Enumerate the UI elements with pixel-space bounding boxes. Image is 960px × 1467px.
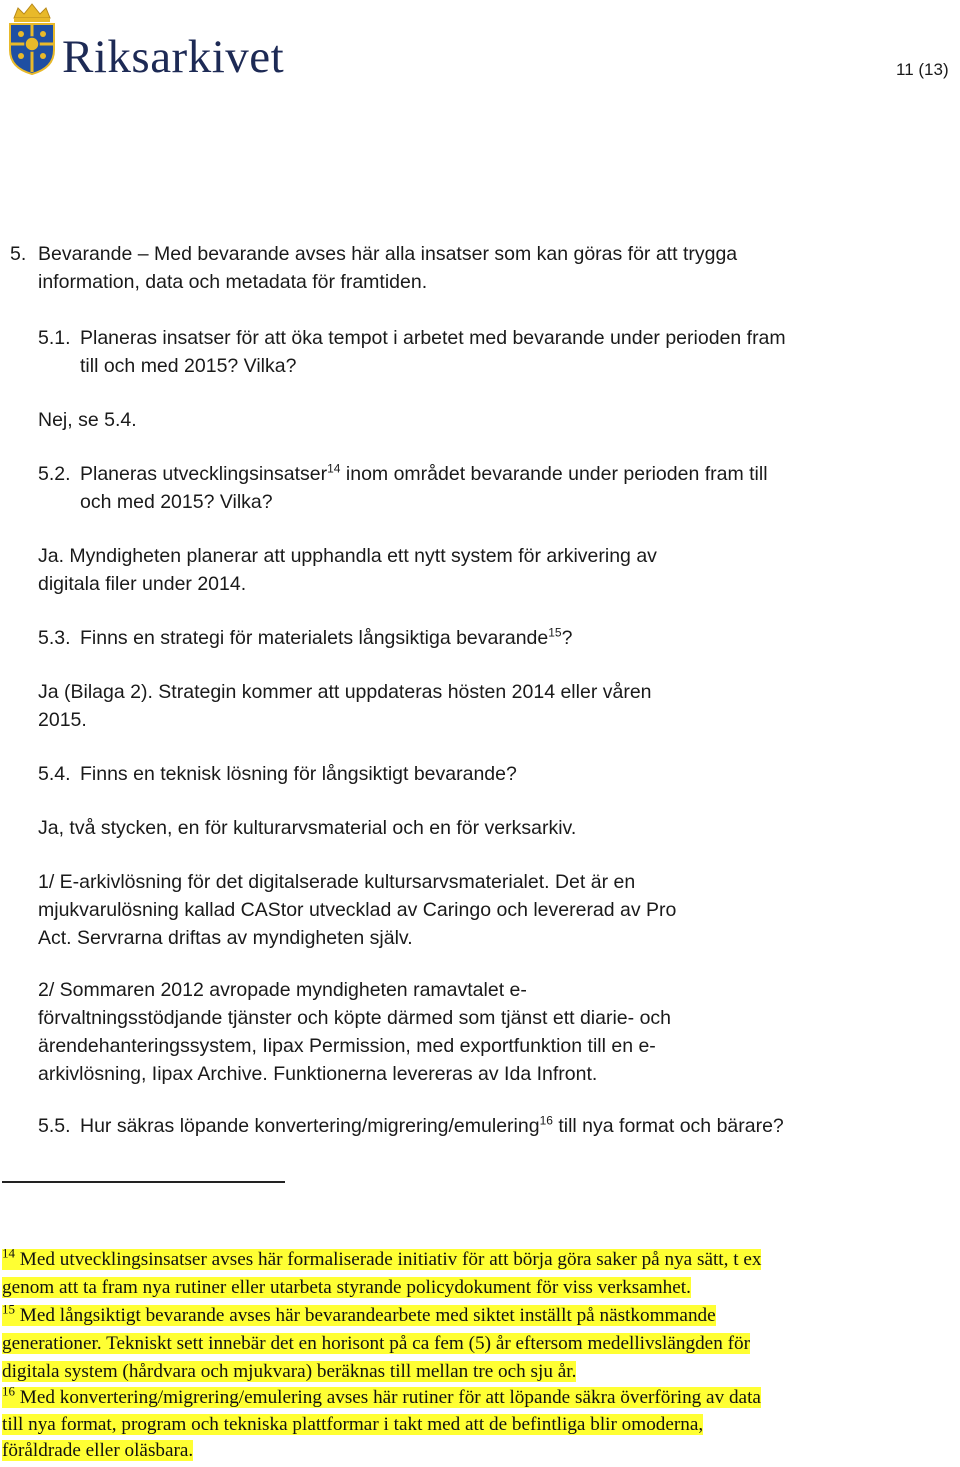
section-heading-text: Bevarande – Med bevarande avses här alla insatser som kan göras för att trygga [38,243,738,265]
question-5-1-line2: till och med 2015? Vilka? [80,355,297,377]
footnote-15-line1 [2,1302,716,1330]
footnote-14-line2 [2,1274,691,1302]
question-number: 5.3. [38,627,71,649]
section-heading-line1 [10,240,737,268]
answer-5-2-line2: digitala filer under 2014. [38,573,247,595]
footnote-number: 15 [2,1301,15,1317]
answer-5-1: Nej, se 5.4. [38,409,137,431]
brand-name: Riksarkivet [62,31,285,83]
footnote-ref-16[interactable]: 16 [539,1113,553,1128]
footnote-text: genom att ta fram nya rutiner eller utarbeta styrande policydokument för viss verksamhet. [2,1277,691,1298]
footnote-number: 14 [2,1245,15,1261]
crest-icon [4,2,60,76]
section-number: 5. [10,243,27,265]
footnote-text: Med långsiktigt bevarande avses här bevarandearbete med siktet inställt på nästkommande [15,1305,716,1326]
footnote-number: 16 [2,1383,15,1399]
answer-5-3-line1: Ja (Bilaga 2). Strategin kommer att uppdateras hösten 2014 eller våren [38,681,652,703]
answer-5-4-item2-line2: förvaltningsstödjande tjänster och köpte därmed som tjänst ett diarie- och [38,1007,672,1029]
answer-5-4: Ja, två stycken, en för kulturarvsmaterial och en för verksarkiv. [38,817,577,839]
answer-5-4-item2-line3: ärendehanteringssystem, Iipax Permission, med exportfunktion till en e- [38,1035,656,1057]
page-number: 11 (13) [896,60,949,79]
footnote-separator [2,1181,285,1183]
answer-5-4-item1-line2: mjukvarulösning kallad CAStor utvecklad av Caringo och levererad av Pro [38,899,677,921]
section-heading-line2: information, data och metadata för framtiden. [38,271,428,293]
footnote-16-line1 [2,1384,761,1412]
answer-5-4-item2-line4: arkivlösning, Iipax Archive. Funktionerna levereras av Ida Infront. [38,1063,598,1085]
answer-5-3-line2: 2015. [38,709,87,731]
footnote-text: föråldrade eller oläsbara. [2,1440,194,1461]
footnote-16-line2 [2,1411,703,1439]
question-5-1-line1 [38,324,786,352]
riksarkivet-logo [4,2,285,83]
question-number: 5.4. [38,763,71,785]
footnote-15-line2 [2,1330,750,1358]
answer-5-2-line1: Ja. Myndigheten planerar att upphandla ett nytt system för arkivering av [38,545,657,567]
footnote-14-line1 [2,1246,761,1274]
question-5-3 [38,624,572,652]
answer-5-4-item2-line1: 2/ Sommaren 2012 avropade myndigheten ramavtalet e- [38,979,527,1001]
footnote-ref-14[interactable]: 14 [327,461,341,476]
question-text: Planeras insatser för att öka tempot i arbetet med bevarande under perioden fram [80,327,786,349]
question-text: Planeras utvecklingsinsatser [80,463,328,485]
footnote-ref-15[interactable]: 15 [548,625,562,640]
question-5-4 [38,760,517,788]
question-number: 5.2. [38,463,71,485]
question-number: 5.5. [38,1115,71,1137]
question-text: Hur säkras löpande konvertering/migrering/emulering [80,1115,540,1137]
question-5-2-line2: och med 2015? Vilka? [80,491,273,513]
question-5-5 [38,1112,784,1140]
answer-5-4-item1-line1: 1/ E-arkivlösning för det digitalserade kultursarvsmaterialet. Det är en [38,871,636,893]
question-number: 5.1. [38,327,71,349]
footnote-text: Med konvertering/migrering/emulering avses här rutiner för att löpande säkra överföring av data [15,1387,761,1408]
question-text: Finns en strategi för materialets långsiktiga bevarande [80,627,549,649]
answer-5-4-item1-line3: Act. Servrarna driftas av myndigheten själv. [38,927,413,949]
footnote-text: digitala system (hårdvara och mjukvara) beräknas till mellan tre och sju år. [2,1361,577,1382]
question-text-continued: inom området bevarande under perioden fram till [340,463,768,485]
question-text: Finns en teknisk lösning för långsiktigt bevarande? [80,763,517,785]
footnote-text: generationer. Tekniskt sett innebär det en horisont på ca fem (5) år eftersom medellivslängden för [2,1333,750,1354]
question-mark: ? [561,627,573,649]
footnote-text: Med utvecklingsinsatser avses här formaliserade initiativ för att börja göra saker på nya sätt, t ex [15,1249,762,1270]
footnote-16-line3 [2,1437,193,1465]
footnote-text: till nya format, program och tekniska plattformar i takt med att de befintliga blir omoderna, [2,1414,704,1435]
question-5-2-line1 [38,460,768,488]
question-text-continued: till nya format och bärare? [552,1115,784,1137]
footnote-15-line3 [2,1358,576,1386]
